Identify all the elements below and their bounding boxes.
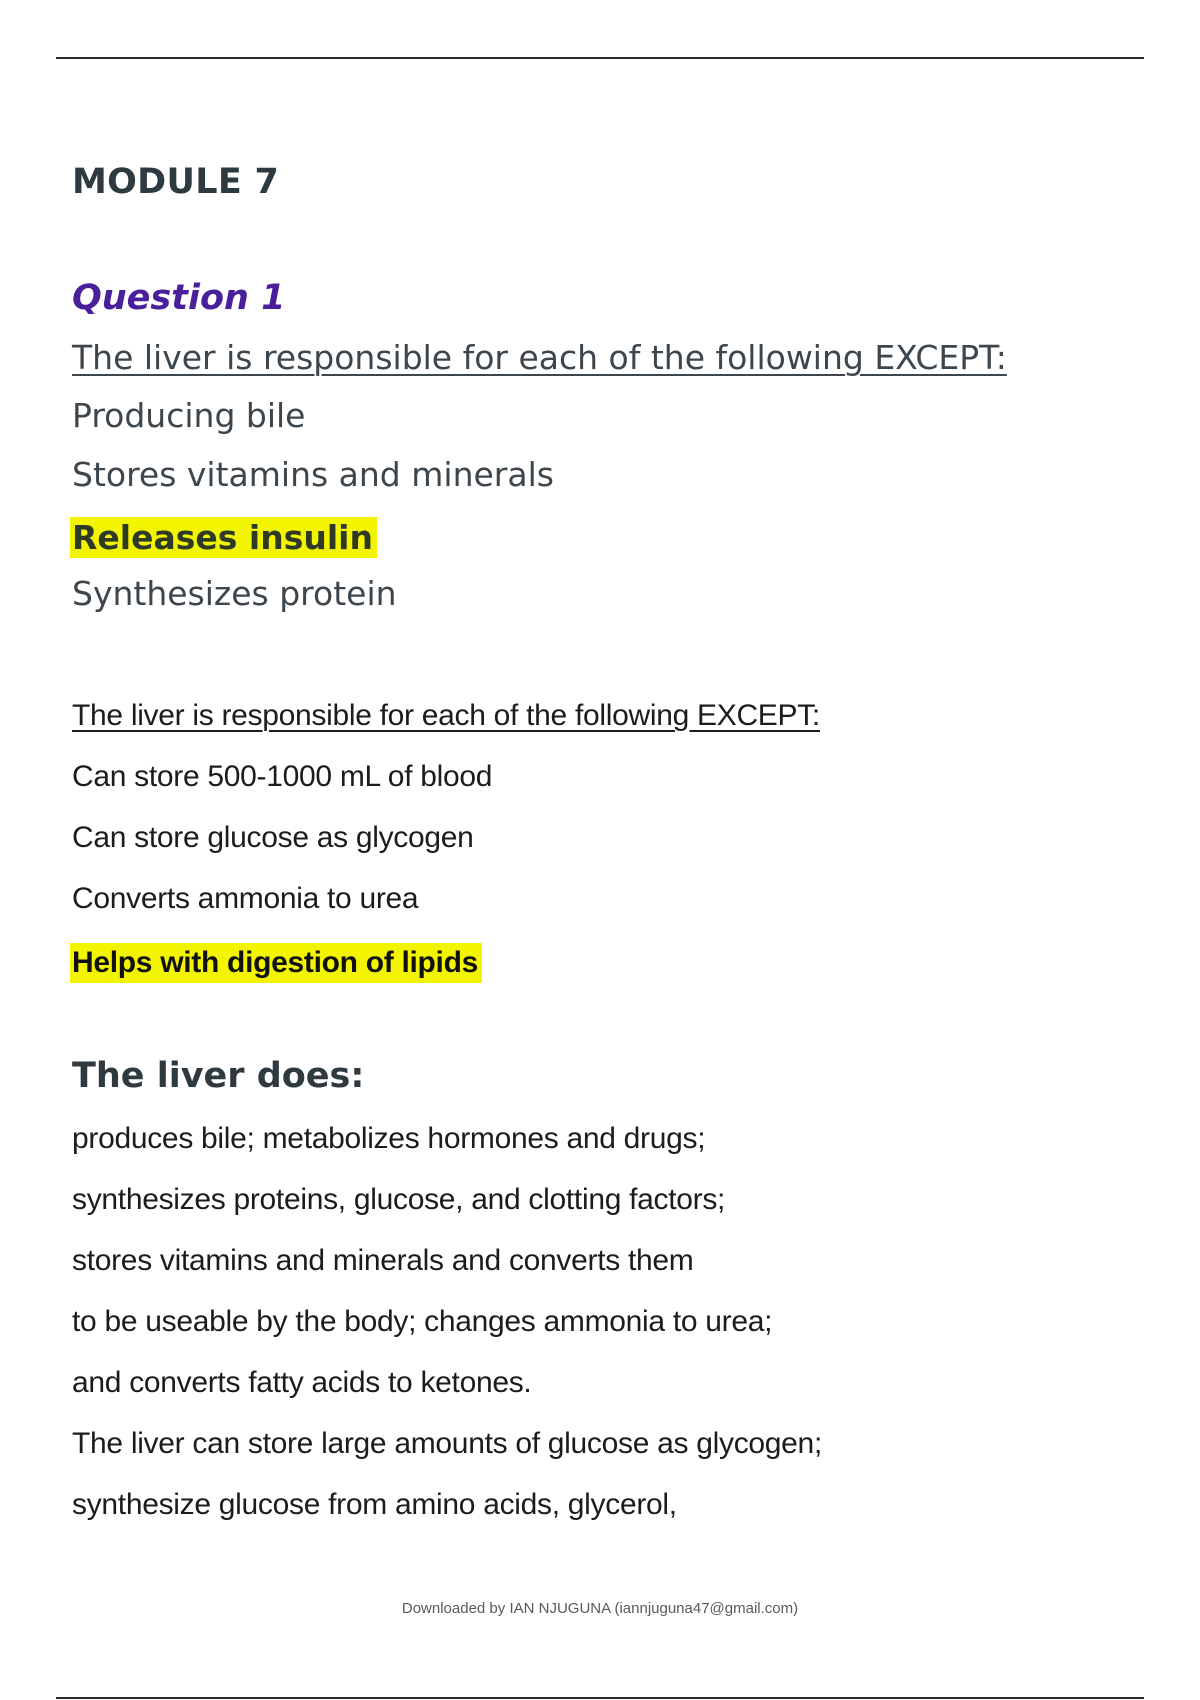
question-2-option-3: Converts ammonia to urea [72,882,419,915]
liver-does-line: and converts fatty acids to ketones. [72,1366,532,1399]
liver-does-line: produces bile; metabolizes hormones and drugs; [72,1122,706,1155]
question-1-option-2: Stores vitamins and minerals [72,455,554,494]
liver-does-heading: The liver does: [72,1056,365,1096]
question-2-stem: The liver is responsible for each of the following EXCEPT: [72,699,820,732]
question-2-option-1: Can store 500-1000 mL of blood [72,760,493,793]
liver-does-line: synthesize glucose from amino acids, glycerol, [72,1488,677,1521]
question-2-option-2: Can store glucose as glycogen [72,821,474,854]
module-title: MODULE 7 [72,162,280,202]
question-1-option-3-highlighted-answer: Releases insulin [70,517,377,558]
bottom-rule [56,1697,1144,1699]
liver-does-line: synthesizes proteins, glucose, and clotting factors; [72,1183,726,1216]
question-1-heading: Question 1 [72,278,286,318]
question-1-option-4: Synthesizes protein [72,574,397,613]
question-1-stem: The liver is responsible for each of the following EXCEPT: [72,338,1007,377]
download-footer: Downloaded by IAN NJUGUNA (iannjuguna47@gmail.com) [401,1600,799,1617]
question-1-option-1: Producing bile [72,396,306,435]
liver-does-line: The liver can store large amounts of glucose as glycogen; [72,1427,822,1460]
top-rule [56,57,1144,59]
liver-does-line: to be useable by the body; changes ammonia to urea; [72,1305,773,1338]
liver-does-line: stores vitamins and minerals and converts them [72,1244,694,1277]
question-2-option-4-highlighted-answer: Helps with digestion of lipids [70,943,482,983]
